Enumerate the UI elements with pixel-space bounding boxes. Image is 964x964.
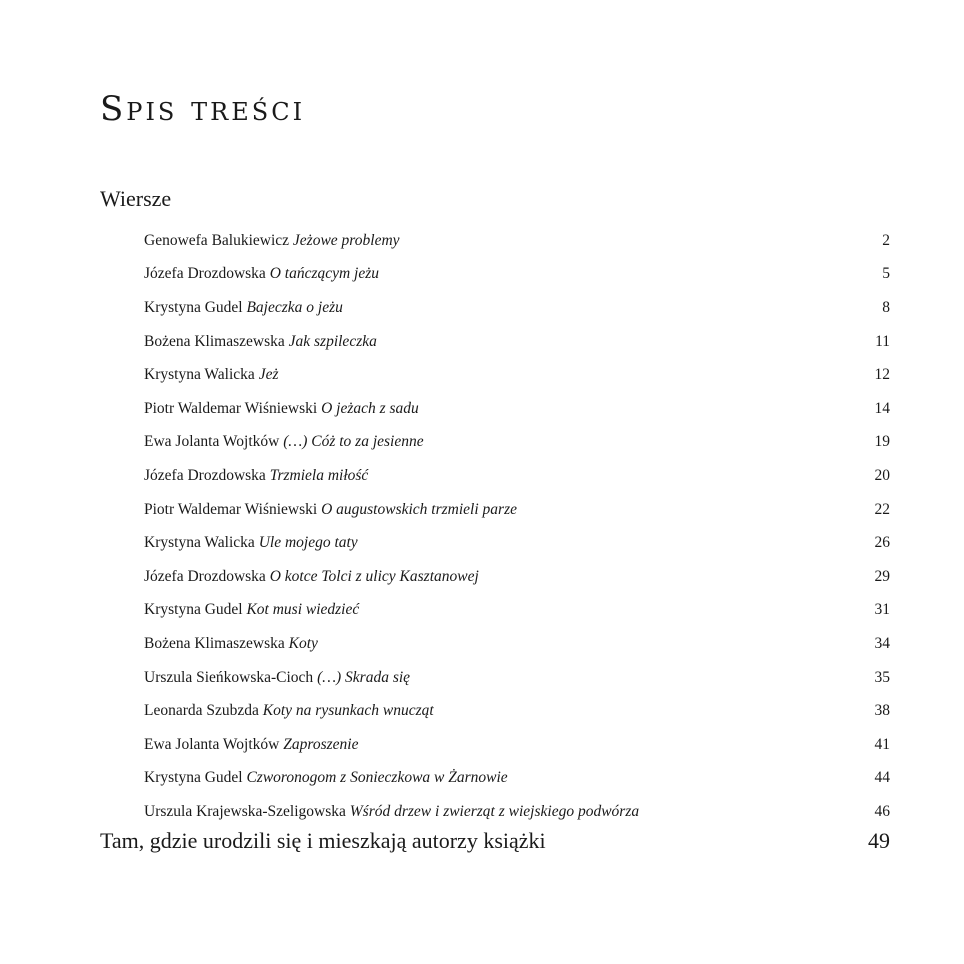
entry-page-number: 22	[874, 500, 890, 518]
entry-page-number: 19	[874, 433, 890, 451]
entry-author: Urszula Sieńkowska-Cioch	[144, 668, 314, 686]
entry-page-number: 41	[874, 735, 890, 753]
toc-entry	[144, 694, 890, 728]
entry-work: Czworonogom z Sonieczkowa w Żarnowie	[246, 769, 508, 787]
toc-entry	[144, 426, 890, 460]
entry-work: Koty na rysunkach wnucząt	[262, 702, 434, 720]
entry-page-number: 31	[874, 601, 890, 619]
toc-entry	[144, 661, 890, 695]
page-title: Spis treści	[100, 89, 306, 129]
entry-author: Ewa Jolanta Wojtków	[144, 433, 280, 451]
entry-page-number: 2	[882, 231, 890, 249]
toc-entry-text	[144, 702, 434, 720]
entry-work: Ule mojego taty	[258, 534, 358, 552]
entry-author: Ewa Jolanta Wojtków	[144, 735, 280, 753]
entry-work: Jak szpileczka	[288, 332, 377, 350]
entry-work: O kotce Tolci z ulicy Kasztanowej	[269, 567, 479, 585]
toc-entry	[144, 526, 890, 560]
toc-entry	[144, 325, 890, 359]
entry-work: O augustowskich trzmieli parze	[321, 500, 517, 518]
entry-author: Genowefa Balukiewicz	[144, 231, 290, 249]
toc-entry	[144, 358, 890, 392]
toc-entry-text	[144, 467, 368, 485]
entry-author: Piotr Waldemar Wiśniewski	[144, 500, 318, 518]
toc-entry-text	[144, 635, 318, 653]
section-heading: Wiersze	[100, 186, 172, 211]
entry-page-number: 8	[882, 298, 890, 316]
entry-page-number: 44	[874, 769, 890, 787]
toc-entry	[144, 728, 890, 762]
toc-entry-text	[144, 265, 379, 283]
entry-page-number: 11	[875, 332, 890, 350]
entry-work: Zaproszenie	[283, 735, 359, 753]
entry-author: Józefa Drozdowska	[144, 567, 266, 585]
toc-entry-text	[144, 769, 508, 787]
toc-entry-text	[144, 400, 419, 418]
entry-work: O tańczącym jeżu	[269, 265, 380, 283]
entry-author: Krystyna Gudel	[144, 601, 243, 619]
toc-entry-text	[144, 333, 377, 351]
entry-author: Krystyna Gudel	[144, 298, 243, 316]
entry-work: Jeżowe problemy	[292, 231, 400, 249]
entry-page-number: 14	[874, 399, 890, 417]
toc-entry-text	[144, 232, 400, 250]
entry-page-number: 35	[874, 668, 890, 686]
entry-author: Krystyna Gudel	[144, 769, 243, 787]
entry-page-number: 29	[874, 567, 890, 585]
entry-author: Leonarda Szubzda	[144, 702, 259, 720]
entry-author: Józefa Drozdowska	[144, 466, 266, 484]
toc-entry	[144, 258, 890, 292]
toc-entry	[144, 795, 890, 829]
toc-entry	[144, 392, 890, 426]
entry-author: Bożena Klimaszewska	[144, 634, 285, 652]
toc-entry	[144, 762, 890, 796]
entry-author: Urszula Krajewska-Szeligowska	[144, 802, 346, 820]
entry-page-number: 5	[882, 265, 890, 283]
final-entry-page-number: 49	[868, 828, 890, 853]
toc-entry-text	[144, 501, 517, 519]
toc-entry-text	[144, 366, 278, 384]
toc-entry-text	[144, 669, 410, 687]
entry-page-number: 20	[874, 466, 890, 484]
toc-final-entry	[100, 830, 890, 852]
toc-entry	[144, 627, 890, 661]
toc-entry-text	[144, 299, 343, 317]
entry-work: Kot musi wiedzieć	[246, 601, 360, 619]
toc-entry	[144, 459, 890, 493]
toc-entry-text	[144, 534, 358, 552]
entry-page-number: 34	[874, 634, 890, 652]
toc-entry	[144, 560, 890, 594]
entry-page-number: 46	[874, 802, 890, 820]
toc-entry-text	[144, 568, 479, 586]
entry-page-number: 38	[874, 702, 890, 720]
entry-author: Krystyna Walicka	[144, 366, 255, 384]
entry-work: Jeż	[258, 366, 279, 384]
entry-work: Koty	[288, 634, 318, 652]
entry-author: Piotr Waldemar Wiśniewski	[144, 399, 318, 417]
entry-work: Trzmiela miłość	[269, 466, 369, 484]
toc-entry	[144, 291, 890, 325]
entry-page-number: 26	[874, 534, 890, 552]
entry-author: Krystyna Walicka	[144, 534, 255, 552]
toc-entry	[144, 224, 890, 258]
entry-author: Józefa Drozdowska	[144, 265, 266, 283]
entry-work: (…) Cóż to za jesienne	[283, 433, 424, 451]
entry-work: Bajeczka o jeżu	[246, 298, 343, 316]
final-entry-label: Tam, gdzie urodzili się i mieszkają autorzy książki	[100, 828, 546, 853]
entry-work: O jeżach z sadu	[321, 399, 419, 417]
toc-entry-text	[144, 433, 424, 451]
toc-entry-text	[144, 736, 358, 754]
toc-entry-text	[144, 803, 639, 821]
toc-entry	[144, 594, 890, 628]
entry-author: Bożena Klimaszewska	[144, 332, 285, 350]
entry-work: Wśród drzew i zwierząt z wiejskiego podwórza	[349, 802, 640, 820]
entry-page-number: 12	[874, 366, 890, 384]
toc-entry	[144, 493, 890, 527]
entry-work: (…) Skrada się	[317, 668, 411, 686]
toc-entry-list	[144, 224, 890, 829]
toc-entry-text	[144, 601, 359, 619]
